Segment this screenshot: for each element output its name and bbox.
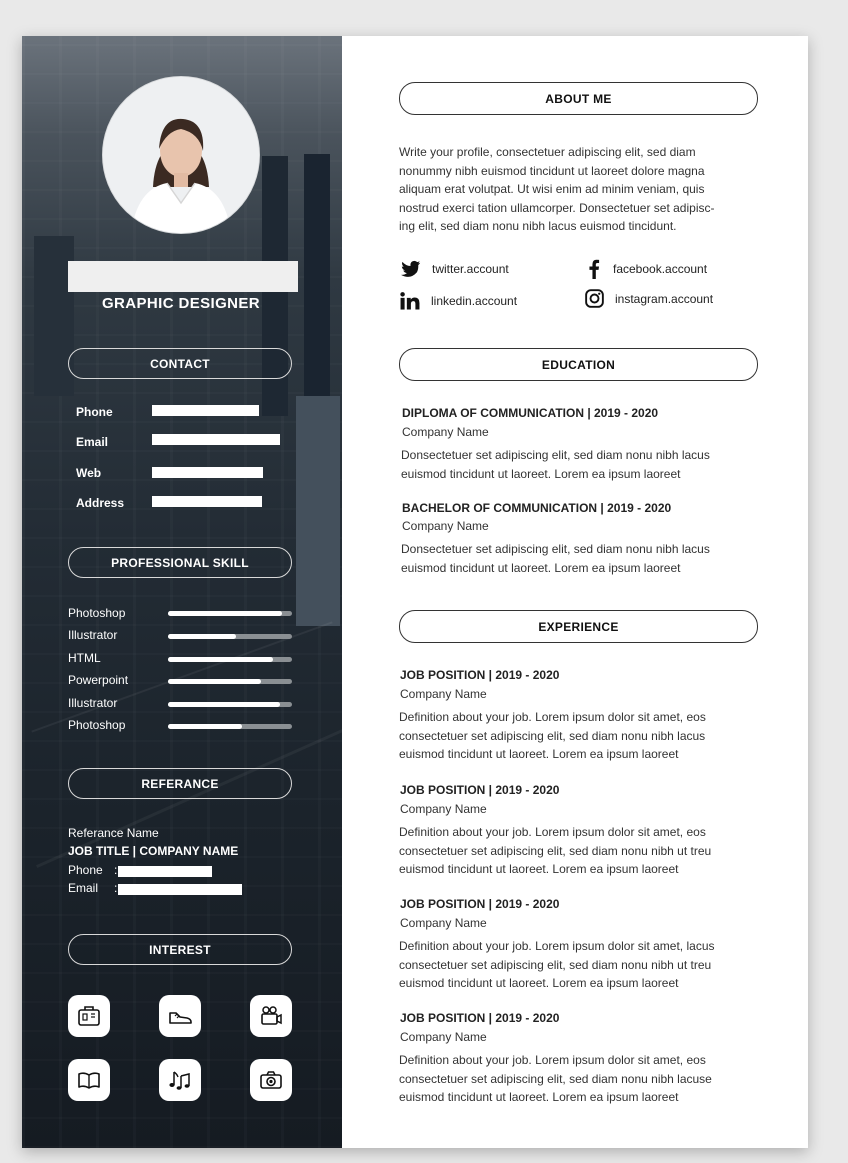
book-icon — [76, 1067, 102, 1093]
address-label: Address — [76, 496, 125, 510]
about-line: Write your profile, consectetuer adipiscing elit, sed diam — [399, 145, 696, 159]
linkedin-account: linkedin.account — [431, 294, 518, 308]
about-heading: ABOUT ME — [399, 82, 758, 115]
camera-icon — [258, 1067, 284, 1093]
about-line: ing elit, sed diam nonu nibh lacus euismod tincidunt. — [399, 219, 677, 233]
skill-bar-fill — [168, 634, 236, 639]
twitter-account: twitter.account — [432, 262, 509, 276]
experience-heading: EXPERIENCE — [399, 610, 758, 643]
instagram-account: instagram.account — [615, 291, 714, 306]
resume-page — [22, 36, 808, 1148]
reference-phone-label: Phone — [68, 863, 103, 877]
interest-heading: INTEREST — [68, 934, 292, 965]
left-panel — [22, 36, 342, 1148]
twitter-link[interactable] — [401, 260, 509, 278]
skill-bar-fill — [168, 657, 273, 662]
interest-video — [250, 995, 292, 1037]
education-title: BACHELOR OF COMMUNICATION | 2019 - 2020 — [402, 501, 672, 515]
experience-line: euismod tincidunt ut laoreet. Lorem ea ipsum laoreet — [399, 1090, 679, 1104]
skill-bar — [168, 657, 292, 662]
interest-travel — [68, 995, 110, 1037]
profile-photo — [102, 76, 260, 234]
reference-phone-colon: : — [114, 863, 118, 877]
linkedin-link[interactable] — [400, 292, 517, 310]
about-line: nonummy nibh euismod tincidunt ut laoreet dolore magna — [399, 163, 705, 178]
job-role: GRAPHIC DESIGNER — [101, 295, 261, 312]
facebook-link[interactable] — [586, 259, 707, 279]
skill-name: Photoshop — [68, 718, 126, 732]
education-line: Donsectetuer set adipiscing elit, sed diam nonu nibh lacus — [401, 448, 710, 462]
email-value-redacted — [152, 434, 280, 445]
building-shape — [34, 236, 74, 396]
video-camera-icon — [258, 1003, 284, 1029]
experience-line: euismod tincidunt ut laoreet. Lorem ea ipsum laoreet — [399, 747, 679, 761]
skill-name: HTML — [68, 651, 101, 665]
skill-name: Powerpoint — [68, 673, 129, 687]
experience-line: consectetuer set adipiscing elit, sed diam nonu nibh ut treu — [399, 957, 712, 972]
skills-heading: PROFESSIONAL SKILL — [68, 547, 292, 578]
education-line: euismod tincidunt ut laoreet. Lorem ea ipsum laoreet — [401, 560, 681, 575]
experience-title: JOB POSITION | 2019 - 2020 — [400, 897, 560, 911]
reference-email-redacted — [118, 884, 242, 895]
experience-company: Company Name — [400, 1030, 487, 1044]
music-icon — [167, 1067, 193, 1093]
twitter-icon — [401, 260, 421, 278]
experience-line: Definition about your job. Lorem ipsum dolor sit amet, eos — [399, 710, 706, 724]
interest-running — [159, 995, 201, 1037]
woman-portrait-icon — [103, 77, 259, 233]
luggage-icon — [76, 1003, 102, 1029]
linkedin-icon — [400, 292, 420, 310]
phone-value-redacted — [152, 405, 259, 416]
skill-bar-fill — [168, 611, 282, 616]
reference-email-label: Email — [68, 881, 99, 895]
skill-bar-fill — [168, 724, 242, 729]
instagram-link[interactable] — [585, 289, 713, 308]
reference-name: Referance Name — [68, 826, 159, 840]
experience-title: JOB POSITION | 2019 - 2020 — [400, 668, 560, 682]
skill-bar-fill — [168, 679, 261, 684]
web-value-redacted — [152, 467, 263, 478]
experience-company: Company Name — [400, 916, 487, 930]
interest-music — [159, 1059, 201, 1101]
education-line: Donsectetuer set adipiscing elit, sed diam nonu nibh lacus — [401, 542, 710, 556]
skill-bar — [168, 724, 292, 729]
reference-title: JOB TITLE | COMPANY NAME — [68, 844, 239, 858]
skill-name: Photoshop — [68, 606, 126, 620]
facebook-icon — [586, 259, 602, 279]
education-line: euismod tincidunt ut laoreet. Lorem ea ipsum laoreet — [401, 466, 681, 481]
education-title: DIPLOMA OF COMMUNICATION | 2019 - 2020 — [402, 406, 659, 420]
address-value-redacted — [152, 496, 262, 507]
instagram-icon — [585, 289, 604, 308]
about-line: nostrud exerci tation ullamcorper. Donsectetuer set adipisc- — [399, 200, 715, 215]
reference-heading: REFERANCE — [68, 768, 292, 799]
experience-company: Company Name — [400, 687, 487, 701]
skill-name: Illustrator — [68, 628, 118, 642]
building-shape — [296, 396, 340, 626]
reference-phone-redacted — [118, 866, 212, 877]
education-company: Company Name — [402, 519, 489, 533]
experience-title: JOB POSITION | 2019 - 2020 — [400, 783, 560, 797]
interest-photography — [250, 1059, 292, 1101]
experience-line: Definition about your job. Lorem ipsum dolor sit amet, eos — [399, 1053, 706, 1067]
experience-line: euismod tincidunt ut laoreet. Lorem ea ipsum laoreet — [399, 862, 679, 876]
skill-bar-fill — [168, 702, 280, 707]
experience-line: consectetuer set adipiscing elit, sed diam nonu nibh lacuse — [399, 1071, 712, 1086]
experience-line: consectetuer set adipiscing elit, sed diam nonu nibh lacus — [399, 728, 706, 743]
skill-bar — [168, 611, 292, 616]
about-line: aliquam erat volutpat. Ut wisi enim ad minim veniam, quis — [399, 182, 705, 196]
email-label: Email — [76, 435, 109, 449]
skill-bar — [168, 702, 292, 707]
interest-reading — [68, 1059, 110, 1101]
experience-line: euismod tincidunt ut laoreet. Lorem ea ipsum laoreet — [399, 976, 679, 990]
web-label: Web — [76, 466, 102, 480]
skill-name: Illustrator — [68, 696, 118, 710]
facebook-account: facebook.account — [613, 262, 708, 276]
experience-line: consectetuer set adipiscing elit, sed diam nonu nibh ut treu — [399, 843, 712, 858]
skill-bar — [168, 679, 292, 684]
phone-label: Phone — [76, 405, 113, 419]
education-heading: EDUCATION — [399, 348, 758, 381]
experience-line: Definition about your job. Lorem ipsum dolor sit amet, eos — [399, 825, 706, 839]
experience-title: JOB POSITION | 2019 - 2020 — [400, 1011, 560, 1025]
skill-bar — [168, 634, 292, 639]
name-placeholder — [68, 261, 298, 292]
experience-company: Company Name — [400, 802, 487, 816]
education-company: Company Name — [402, 425, 489, 439]
sneaker-icon — [167, 1003, 193, 1029]
contact-heading: CONTACT — [68, 348, 292, 379]
experience-line: Definition about your job. Lorem ipsum dolor sit amet, lacus — [399, 939, 715, 953]
reference-email-colon: : — [114, 881, 118, 895]
